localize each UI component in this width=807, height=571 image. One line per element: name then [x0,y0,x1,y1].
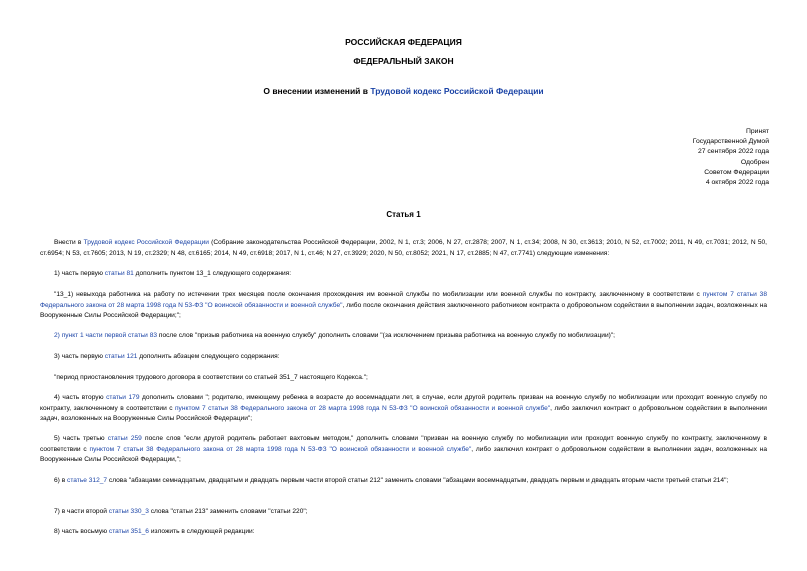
article-312-7-link[interactable]: статье 312_7 [67,477,108,484]
article-83-link[interactable]: 2) пункт 1 части первой статьи 83 [54,332,158,339]
paragraph-item-7 [40,507,767,518]
law-type-heading: ФЕДЕРАЛЬНЫЙ ЗАКОН [353,56,454,66]
paragraph-text: 7) в части второй [54,508,109,515]
article-330-3-link[interactable]: статьи 330_3 [108,508,149,515]
paragraph-text: , либо после окончания действия заключенного работником контракта о добровольном содействии в выполнении задач, возложенных на Вооруженные Силы Российской Федерации;"; [40,301,768,320]
paragraph-text: 6) в [54,477,68,484]
country-heading: РОССИЙСКАЯ ФЕДЕРАЦИЯ [345,37,462,47]
paragraph-text: , либо заключил контракт о добровольном содействии в выполнении задач, возложенных на Вооруженные Силы Российской Федерации"; [40,404,767,423]
paragraph-text: слова "абзацами семнадцатым, двадцатым и двадцать первым части второй статьи 212" заменить словами "абзацами восемнадцатым, двадцать первым и двадцать вторым части третьей статьи 214"; [107,477,729,484]
paragraph-intro [40,238,767,259]
article-81-link[interactable]: статьи 81 [104,270,134,277]
paragraph-item-8 [40,527,767,538]
paragraph-text: Внести в [54,239,84,246]
council-label: Советом Федерации [704,168,769,176]
accepted-label: Принят [745,128,769,135]
labor-code-ref-link[interactable]: Трудовой кодекс Российской Федерации [83,239,209,246]
paragraph-text: изложить в следующей редакции: [148,528,255,535]
paragraph-text: 1) часть первую [54,270,105,277]
document-title-prefix: О внесении изменений в [263,86,371,96]
paragraph-text: 4) часть вторую [54,394,107,401]
article-179-link[interactable]: статьи 179 [106,394,140,401]
paragraph-text: дополнить словами "; родителю, имеющему ребенка в возрасте до восемнадцати лет, в случае, если другой родитель призван на военную службу по мобилизации или проходит военную службу по контракту, заключенному в соответствии с [40,394,767,412]
military-law-link[interactable]: пунктом 7 статьи 38 Федерального закона от 28 марта 1998 года N 53-ФЗ "О воинской обязанности и военной службе" [89,445,472,453]
paragraph-text: дополнить абзацем следующего содержания: [137,353,280,360]
paragraph-item-5 [40,434,767,466]
paragraph-text: 3) часть первую [54,353,105,360]
article-121-link[interactable]: статьи 121 [104,353,138,360]
duma-date: 27 сентября 2022 года [697,148,769,156]
council-date: 4 октября 2022 года [705,179,769,187]
article-heading: Статья 1 [386,210,421,219]
paragraph-text: 8) часть восьмую [54,528,109,535]
paragraph-text: , либо заключил контракт о добровольном содействии в выполнении задач, возложенных на Вооруженные Силы Российской Федерации,"; [40,445,767,464]
paragraph-text: (Собрание законодательства Российской Федерации, 2002, N 1, ст.3; 2006, N 27, ст.2878; 2007, N 1, ст.34; 2008, N 30, ст.3613; 2010, N 52, ст.7002; 2011, N 49, ст.7031; 2012, N 50, ст.6954; N 53, ст.7605; 2013, N 19, ст.2329; N 48, ст.6165; 2014, N 49, ст.6918; 2017, N 1, ст.46; N 27, ст.3929; 2020, N 50, ст.8052; 2021, N 17, ст.2885; N 47, ст.7741) следующие изменения: [40,239,767,257]
paragraph-item-3-text [40,373,767,384]
paragraph-text: дополнить пунктом 13_1 следующего содержания: [133,270,292,277]
article-351-6-link[interactable]: статьи 351_6 [108,528,149,535]
document-title [0,86,807,97]
military-law-link[interactable]: пунктом 7 статьи 38 Федерального закона от 28 марта 1998 года N 53-ФЗ "О воинской обязанности и военной службе" [40,291,768,309]
acceptance-block [609,127,769,188]
paragraph-item-2 [40,331,767,342]
paragraph-item-6 [40,476,767,487]
paragraph-text: "13_1) невыхода работника на работу по истечении трех месяцев после окончания прохождения им военной службы по мобилизации или военной службы по контракту, заключенному в соответствии с [54,291,703,298]
duma-label: Государственной Думой [692,138,769,146]
paragraph-item-4 [40,393,767,425]
paragraph-item-3 [40,352,767,363]
article-259-link[interactable]: статьи 259 [107,435,142,442]
paragraph-text: после слов "если другой родитель работает вахтовым методом," дополнить словами "призван на военную службу по мобилизации или проходит военную службу по контракту, заключенному в соответствии с [40,435,767,453]
paragraph-text: 5) часть третью [54,435,108,442]
paragraph-text: после слов "призыв работника на военную службу" дополнить словами "(за исключением призыва работника на военную службу по мобилизации)"; [157,332,616,339]
paragraph-text: слова "статьи 213" заменить словами "статьи 220"; [148,508,308,515]
approved-label: Одобрен [740,158,769,166]
paragraph-item-1 [40,269,767,280]
labor-code-link[interactable]: Трудовой кодекс Российской Федерации [370,86,544,96]
paragraph-text: "период приостановления трудового договора в соответствии со статьей 351_7 настоящего Кодекса."; [54,374,368,381]
military-law-link[interactable]: пунктом 7 статьи 38 Федерального закона от 28 марта 1998 года N 53-ФЗ "О воинской обязанности и военной службе" [174,404,551,412]
paragraph-item-1-text [40,290,767,322]
